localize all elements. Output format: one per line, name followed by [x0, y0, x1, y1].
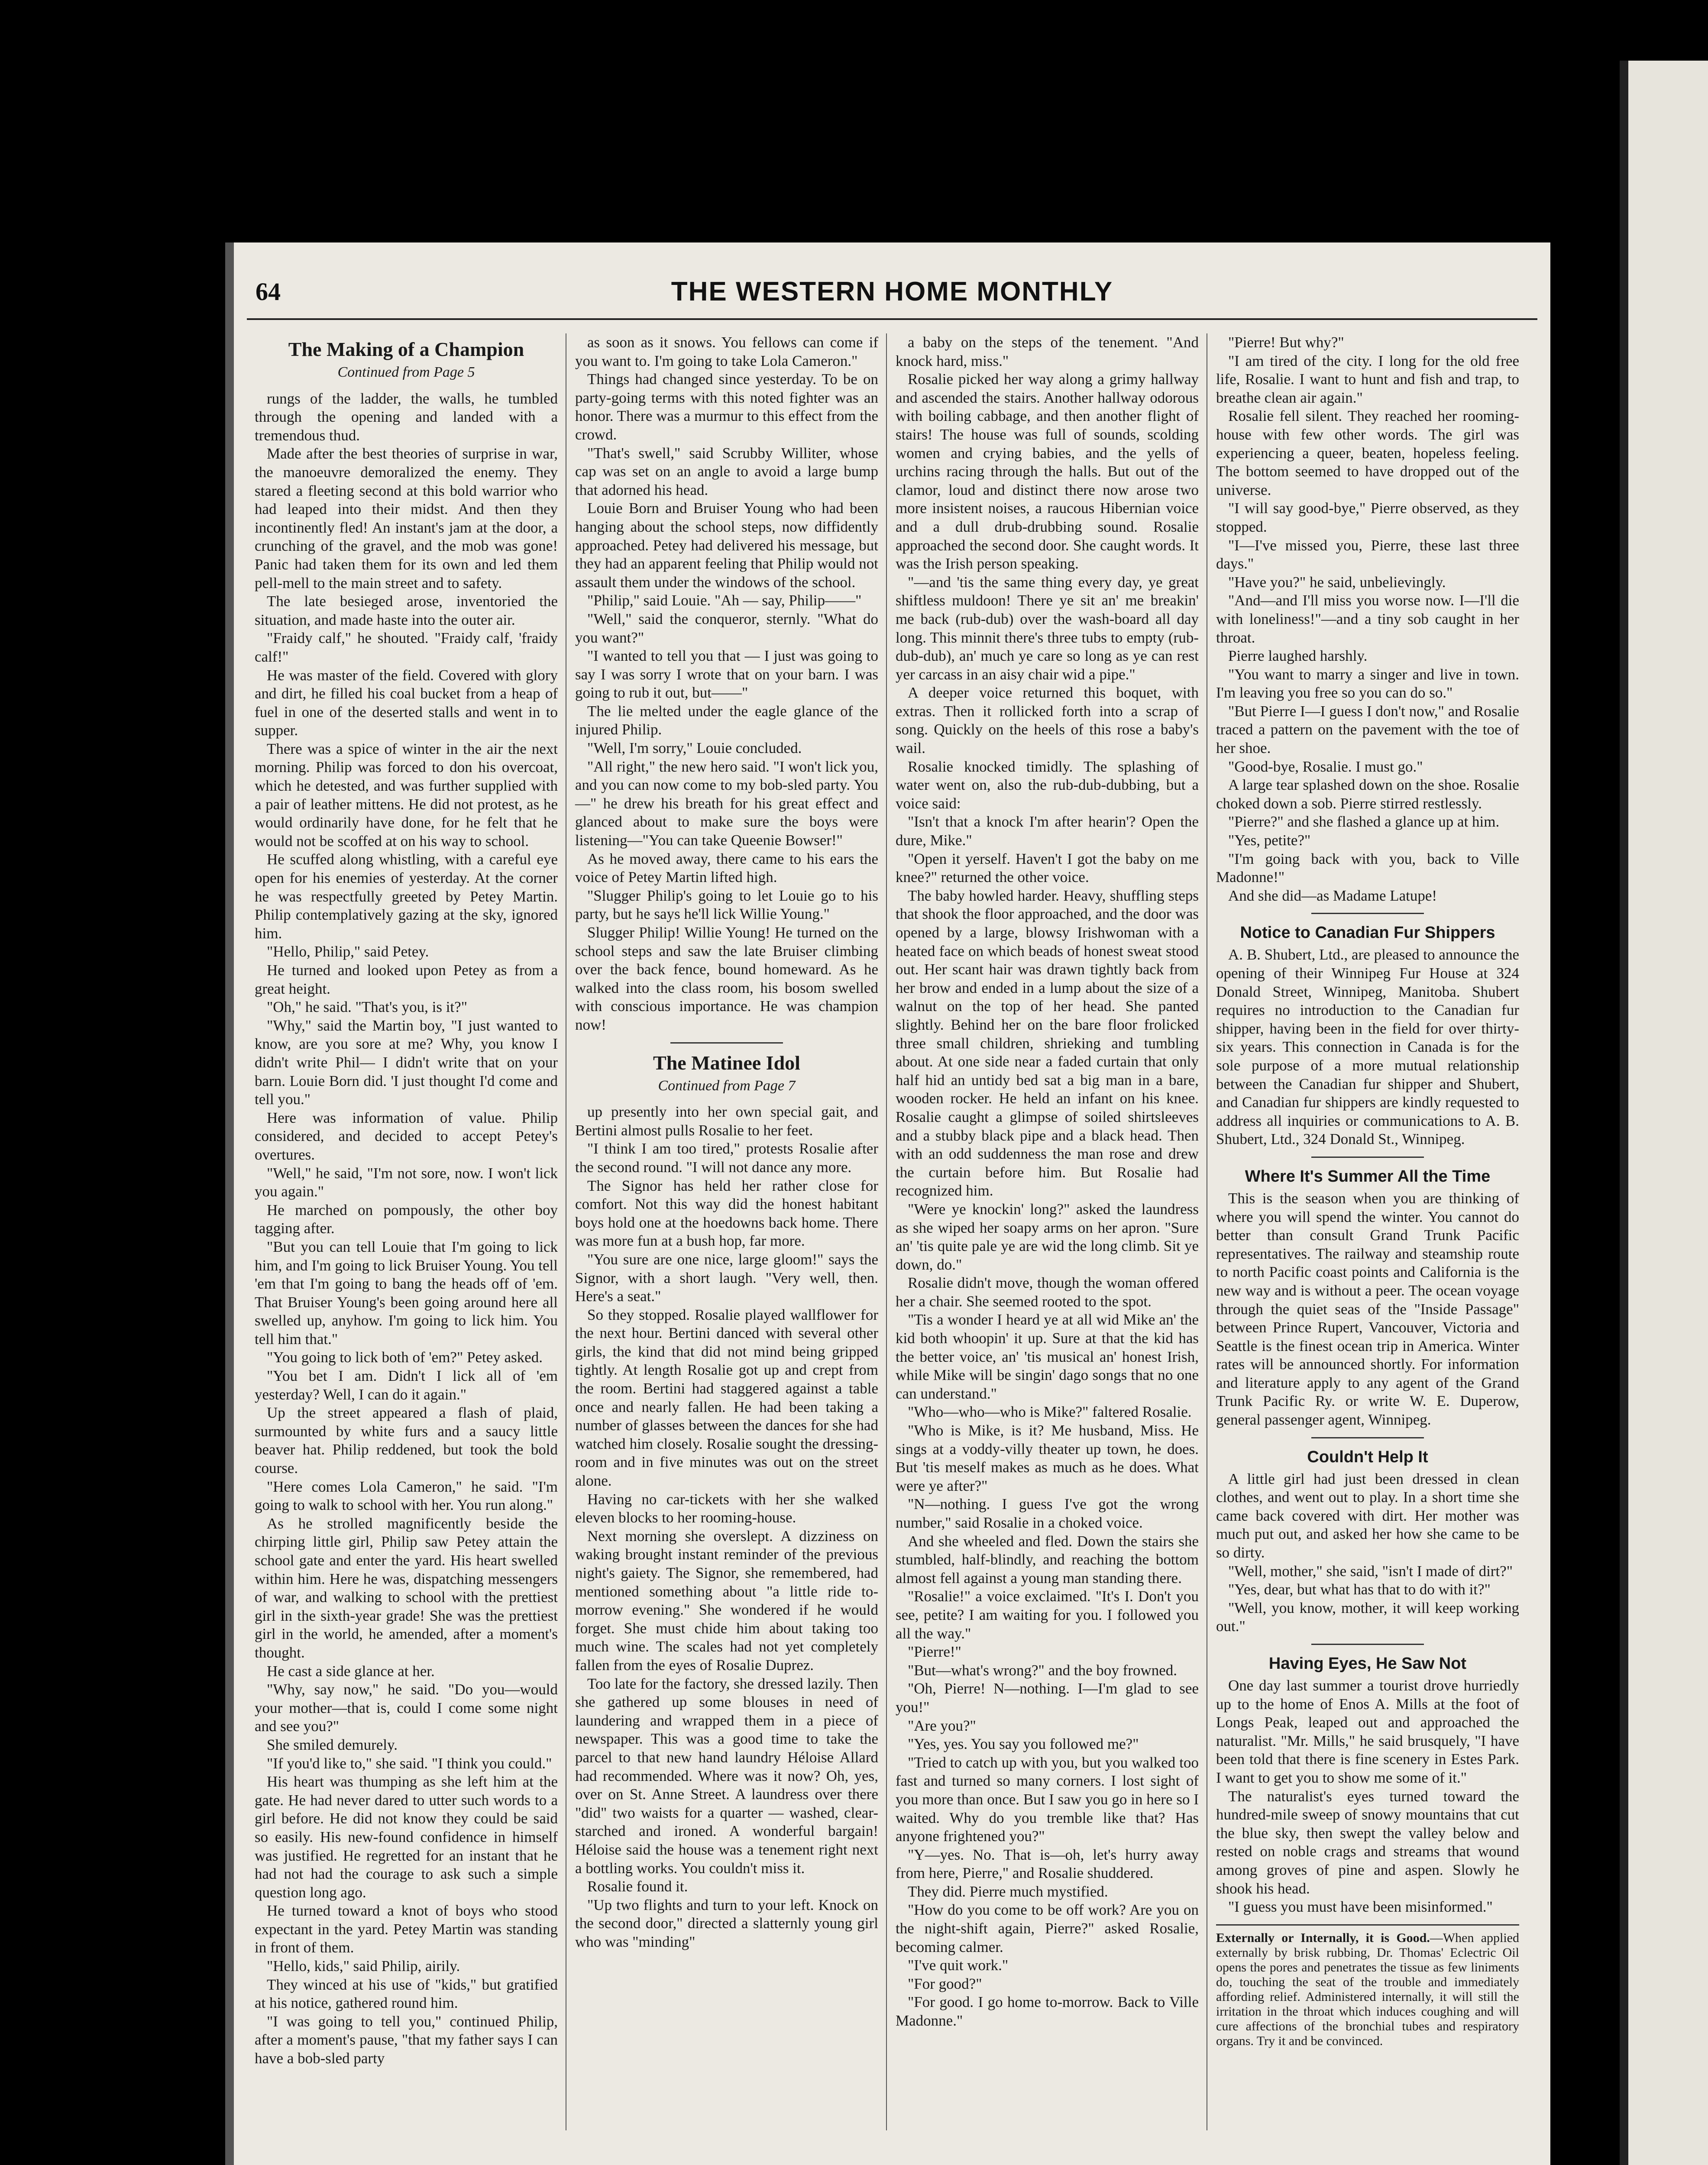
paragraph: "Oh, Pierre! N—nothing. I—I'm glad to see you!"	[896, 1680, 1199, 1716]
paragraph: "Tis a wonder I heard ye at all wid Mike an' the kid both whoopin' it up. Sure at that the kid has the better voice, an' 'tis musical an' honest Irish, while Mike will be singin' dago songs that no one can understand."	[896, 1311, 1199, 1402]
paragraph: They did. Pierre much mystified.	[908, 1883, 1108, 1900]
paragraph: "Open it yerself. Haven't I got the baby on me knee?" returned the other voice.	[896, 850, 1199, 886]
section-body	[1216, 1677, 1519, 1916]
paragraph: "For good?"	[908, 1975, 982, 1992]
paragraph: He was master of the field. Covered with glory and dirt, he filled his coal bucket from a heap of fuel in one of the deserted stalls and went in to supper.	[255, 666, 558, 739]
paragraph: The Signor has held her rather close for comfort. Not this way did the honest habitant boys hold one at the hoedowns back home. There was more fun at a bush hop, far more.	[575, 1177, 878, 1250]
paragraph: Louie Born and Bruiser Young who had been hanging about the school steps, now diffidently approached. Petey had delivered his message, but they had an apparent feeling that Philip would not assault them under the windows of the school.	[575, 500, 878, 591]
paragraph: "You going to lick both of 'em?" Petey asked.	[267, 1349, 543, 1366]
paragraph: "Well, you know, mother, it will keep working out."	[1216, 1599, 1519, 1635]
section-title: Notice to Canadian Fur Shippers	[1240, 924, 1495, 942]
article-body	[575, 1103, 878, 1951]
separator	[1311, 913, 1424, 914]
paragraph: A large tear splashed down on the shoe. Rosalie choked down a sob. Pierre stirred restlessly.	[1216, 776, 1519, 812]
paragraph: Having no car-tickets with her she walked eleven blocks to her rooming-house.	[575, 1490, 878, 1526]
article-title: The Making of a Champion	[288, 338, 524, 360]
paragraph: "Who—who—who is Mike?" faltered Rosalie.	[908, 1403, 1192, 1421]
masthead: THE WESTERN HOME MONTHLY	[671, 277, 1113, 307]
paragraph: "You want to marry a singer and live in town. I'm leaving you free so you can do so."	[1216, 666, 1519, 701]
paragraph: Up the street appeared a flash of plaid, surmounted by white furs and a saucy little beaver hat. Philip reddened, but took the bold course.	[255, 1404, 558, 1477]
paragraph: "Rosalie!" a voice exclaimed. "It's I. Don't you see, petite? I am waiting for you. I followed you all the way."	[896, 1588, 1199, 1642]
paragraph: "Are you?"	[908, 1717, 976, 1734]
paragraph: "I was going to tell you," continued Philip, after a moment's pause, "that my father says I can have a bob-sled party	[255, 2013, 558, 2067]
continued-note: Continued from Page 5	[337, 364, 475, 380]
paragraph: He turned and looked upon Petey as from a great height.	[255, 962, 558, 997]
paragraph: "Well, I'm sorry," Louie concluded.	[587, 740, 802, 757]
paragraph: rungs of the ladder, the walls, he tumbled through the opening and landed with a tremendous thud.	[255, 390, 558, 444]
paragraph: Next morning she overslept. A dizziness on waking brought instant reminder of the previous night's gaiety. The Signor, she remembered, had mentioned something about "a little ride to-morrow evening." She wondered if he would forget. She must chide him about taking too much wine. The scales had not yet completely fallen from the eyes of Rosalie Duprez.	[575, 1527, 878, 1674]
paragraph: Pierre laughed harshly.	[1228, 647, 1368, 665]
section-title: Having Eyes, He Saw Not	[1268, 1654, 1467, 1673]
paragraph: "Yes, yes. You say you followed me?"	[908, 1735, 1139, 1753]
paragraph: "Good-bye, Rosalie. I must go."	[1228, 758, 1423, 775]
ad-lead: Externally or Internally, it is Good.	[1216, 1930, 1430, 1945]
paragraph: Made after the best theories of surprise in war, the manoeuvre demoralized the enemy. They stared a fleeting second at this bold warrior who had leaped into their midst. And then they incontinently fled! An instant's jam at the door, a crunching of the gravel, and the mob was gone! Panic had taken them for its own and led them pell-mell to the main street and to safety.	[255, 445, 558, 591]
paragraph: A little girl had just been dressed in clean clothes, and went out to play. In a short time she came back covered with dirt. Her mother was much put out, and asked her how she came to be so dirty.	[1216, 1470, 1519, 1561]
paragraph: "I wanted to tell you that — I just was going to say I was sorry I wrote that on your barn. I was going to rub it out, but——"	[575, 647, 878, 701]
paragraph: He marched on pompously, the other boy tagging after.	[255, 1201, 558, 1237]
paragraph: "You sure are one nice, large gloom!" says the Signor, with a short laugh. "Very well, then. Here's a seat."	[575, 1251, 878, 1305]
section-title: Where It's Summer All the Time	[1245, 1167, 1491, 1186]
paragraph: "How do you come to be off work? Are you on the night-shift again, Pierre?" asked Rosalie, becoming calmer.	[896, 1901, 1199, 1955]
paragraph: "Why, say now," he said. "Do you—would your mother—that is, could I come some night and see you?"	[255, 1681, 558, 1735]
paragraph: He turned toward a knot of boys who stood expectant in the yard. Petey Martin was standing in front of them.	[255, 1902, 558, 1956]
paragraph: Things had changed since yesterday. To be on party-going terms with this noted fighter was an honor. There was a murmur to this effect from the crowd.	[575, 371, 878, 443]
section-title: Couldn't Help It	[1307, 1448, 1428, 1466]
paragraph: "N—nothing. I guess I've got the wrong number," said Rosalie in a choked voice.	[896, 1496, 1199, 1531]
paragraph: His heart was thumping as she left him at the gate. He had never dared to utter such words to a girl before. He did not know they could be said so easily. His new-found confidence in himself was justified. He regretted for an instant that he had not had the courage to ask such a simple question long ago.	[255, 1773, 558, 1901]
paragraph: "If you'd like to," she said. "I think you could."	[267, 1755, 552, 1772]
paragraph: Here was information of value. Philip considered, and decided to accept Petey's overtures.	[255, 1109, 558, 1163]
paragraph: "Were ye knockin' long?" asked the laundress as she wiped her soapy arms on her apron. "Sure an' 'tis quite pale ye are wid the long climb. Sit ye down, do."	[896, 1200, 1199, 1273]
paragraph: "Well," said the conqueror, sternly. "What do you want?"	[575, 610, 878, 646]
paragraph: The baby howled harder. Heavy, shuffling steps that shook the floor approached, and the door was opened by a large, blowsy Irishwoman with a heated face on which beads of honest sweat stood out. Her scant hair was drawn tightly back from her brow and ended in a lump about the size of a walnut on the top of her head. She panted slightly. Behind her on the bare floor frolicked three small children, shrieking and tumbling about. At one side near a faded curtain that only half hid an untidy bed sat a big man in a bare, wooden rocker. He held an infant on his knee. Rosalie caught a glimpse of soiled shirtsleeves and a stubby black pipe and a black head. Then with an odd suddenness the man rose and drew the curtain before him. But Rosalie had recognized him.	[896, 887, 1199, 1199]
paragraph: He scuffed along whistling, with a careful eye open for his enemies of yesterday. At the corner he was respectfully greeted by Petey Martin. Philip contemplatively gazing at the sky, ignored him.	[255, 851, 558, 942]
paragraph: One day last summer a tourist drove hurriedly up to the home of Enos A. Mills at the foot of Longs Peak, leaped out and approached the naturalist. "Mr. Mills," he said brusquely, "I have been told that there is fine scenery in Estes Park. I want to get you to show me some of it."	[1216, 1677, 1519, 1786]
separator	[1311, 1644, 1424, 1645]
paragraph: up presently into her own special gait, and Bertini almost pulls Rosalie to her feet.	[575, 1103, 878, 1139]
paragraph: And she did—as Madame Latupe!	[1228, 887, 1437, 904]
separator	[1311, 1437, 1424, 1438]
paragraph: "Yes, petite?"	[1228, 832, 1311, 849]
paragraph: This is the season when you are thinking of where you will spend the winter. You cannot do better than consult Grand Trunk Pacific representatives. The railway and steamship route to north Pacific coast points and California is the new way and is without a peer. The ocean voyage through the quiet seas of the "Inside Passage" between Prince Rupert, Vancouver, Victoria and Seattle is the finest ocean trip in America. Winter rates will be announced shortly. For information and literature apply to any agent of the Grand Trunk Pacific Ry. or write W. E. Duperow, general passenger agent, Winnipeg.	[1216, 1189, 1519, 1428]
paragraph: Slugger Philip! Willie Young! He turned on the school steps and saw the late Bruiser climbing over the back fence, bound homeward. As he walked into the class room, his bosom swelled with conscious importance. He was champion now!	[575, 924, 878, 1033]
separator	[670, 1042, 783, 1044]
paragraph: "For good. I go home to-morrow. Back to Ville Madonne."	[896, 1994, 1199, 2029]
article-body	[575, 333, 878, 1034]
paragraph: a baby on the steps of the tenement. "And knock hard, miss."	[896, 334, 1199, 369]
paragraph: And she wheeled and fled. Down the stairs she stumbled, half-blindly, and reaching the bottom almost fell against a young man standing there.	[896, 1532, 1199, 1587]
paragraph: "Pierre! But why?"	[1228, 334, 1344, 351]
paragraph: A deeper voice returned this boquet, with extras. Then it rollicked forth into a scrap of song. Quickly on the heels of this rose a baby's wail.	[896, 684, 1199, 757]
column-3	[896, 333, 1199, 2030]
paragraph: "Here comes Lola Cameron," he said. "I'm going to walk to school with her. You run along."	[255, 1478, 558, 1514]
paragraph: "I am tired of the city. I long for the old free life, Rosalie. I want to hunt and fish and trap, to breathe clean air again."	[1216, 352, 1519, 406]
column-4	[1216, 333, 1519, 2049]
paragraph: They winced at his use of "kids," but gratified at his notice, gathered round him.	[255, 1976, 558, 2012]
paragraph: "Who is Mike, is it? Me husband, Miss. He sings at a voddy-villy theater up town, he does. But 'tis meself makes as much as he does. What were ye after?"	[896, 1422, 1199, 1494]
section-body	[1216, 1189, 1519, 1429]
paragraph: "Pierre?" and she flashed a glance up at him.	[1228, 813, 1500, 830]
paragraph: "Philip," said Louie. "Ah — say, Philip——"	[587, 592, 862, 609]
paragraph: "Slugger Philip's going to let Louie go to his party, but he says he'll lick Willie Young."	[575, 887, 878, 923]
paragraph: Too late for the factory, she dressed lazily. Then she gathered up some blouses in need of laundering and wrapped them in a piece of newspaper. This was a good time to take the parcel to that new hand laundry Héloise Allard had recommended. Where was it now? Oh, yes, over on St. Anne Street. A laundress over there "did" two waists for a quarter — washed, clear-starched and ironed. A wonderful bargain! Héloise said the house was a tenement right next a bottling works. You couldn't miss it.	[575, 1675, 878, 1877]
paragraph: "Yes, dear, but what has that to do with it?"	[1228, 1581, 1491, 1598]
paragraph: "Hello, kids," said Philip, airily.	[267, 1958, 460, 1975]
paragraph: "But Pierre I—I guess I don't now," and Rosalie traced a pattern on the pavement with the toe of her shoe.	[1216, 702, 1519, 757]
paragraph: "Fraidy calf," he shouted. "Fraidy calf, 'fraidy calf!"	[255, 630, 558, 665]
paragraph: "Tried to catch up with you, but you walked too fast and turned so many corners. I lost sight of you more than once. But I saw you go in here so I waited. Why do you tremble like that? Has anyone frightened you?"	[896, 1754, 1199, 1845]
paragraph: "You bet I am. Didn't I lick all of 'em yesterday? Well, I can do it again."	[255, 1367, 558, 1403]
paragraph: "Well, mother," she said, "isn't I made of dirt?"	[1228, 1562, 1513, 1580]
paragraph: "I will say good-bye," Pierre observed, as they stopped.	[1216, 500, 1519, 535]
column-1	[255, 333, 558, 2068]
section-body	[1216, 1470, 1519, 1636]
paragraph: The late besieged arose, inventoried the situation, and made haste into the outer air.	[255, 593, 558, 628]
paragraph: So they stopped. Rosalie played wallflower for the next hour. Bertini danced with several other girls, the kind that did not mind being gripped tightly. At length Rosalie got up and crept from the room. Bertini had staggered against a table once and nearly fallen. He had been taking a number of glasses between the dances for she had watched him closely. Rosalie sought the dressing-room and in five minutes was out on the street alone.	[575, 1306, 878, 1490]
paragraph: "Pierre!"	[908, 1643, 961, 1661]
advertisement	[1216, 1924, 1519, 2049]
paragraph: as soon as it snows. You fellows can come if you want to. I'm going to take Lola Cameron."	[575, 334, 878, 369]
paragraph: He cast a side glance at her.	[267, 1662, 435, 1680]
paragraph: A. B. Shubert, Ltd., are pleased to announce the opening of their Winnipeg Fur House at 324 Donald Street, Winnipeg, Manitoba. Shubert requires no introduction to the Canadian fur shipper, having been in the field for over thirty-six years. This connection in Canada is for the sole purpose of a more mutual relationship between the Canadian fur shipper and Shubert, and Canadian fur shippers are kindly requested to address all inquiries or communications to A. B. Shubert, Ltd., 324 Donald St., Winnipeg.	[1216, 946, 1519, 1148]
paragraph: "Have you?" he said, unbelievingly.	[1228, 573, 1446, 591]
paragraph: "I've quit work."	[908, 1957, 1009, 1974]
paragraph: Rosalie knocked timidly. The splashing of water went on, also the rub-dub-dubbing, but a voice said:	[896, 758, 1199, 812]
paragraph: There was a spice of winter in the air the next morning. Philip was forced to don his overcoat, which he detested, and was further supplied with a pair of leather mittens. He did not protest, as he would ordinarily have done, for he felt that he would not be scoffed at on his way to school.	[255, 740, 558, 850]
newspaper-page	[234, 242, 1550, 2165]
paragraph: The lie melted under the eagle glance of the injured Philip.	[575, 702, 878, 738]
paragraph: "Y—yes. No. That is—oh, let's hurry away from here, Pierre," and Rosalie shuddered.	[896, 1846, 1199, 1882]
paragraph: As he strolled magnificently beside the chirping little girl, Philip saw Petey attain the school gate and enter the yard. His heart swelled within him. Here he was, dispatching messengers of war, and walking to school with the prettiest girl in the sixth-year grade! She was the prettiest girl in the world, he amended, after a moment's thought.	[255, 1515, 558, 1661]
column-2	[575, 333, 878, 1951]
paragraph: "But you can tell Louie that I'm going to lick him, and I'm going to lick Bruiser Young. You tell 'em that I'm going to bang the heads off of 'em. That Bruiser Young's been going around here all swelled up, anyhow. I'm going to lick him. You tell him that."	[255, 1238, 558, 1347]
paragraph: "I'm going back with you, back to Ville Madonne!"	[1216, 850, 1519, 886]
paragraph: Rosalie didn't move, though the woman offered her a chair. She seemed rooted to the spot.	[896, 1274, 1199, 1310]
article-body	[255, 390, 558, 2068]
paragraph: "And—and I'll miss you worse now. I—I'll die with loneliness!"—and a tiny sob caught in her throat.	[1216, 592, 1519, 646]
paragraph: Rosalie fell silent. They reached her rooming-house with few other words. The girl was experiencing a queer, beaten, hopeless feeling. The bottom seemed to have dropped out of the universe.	[1216, 407, 1519, 498]
paragraph: Rosalie found it.	[587, 1878, 688, 1895]
paragraph: Rosalie picked her way along a grimy hallway and ascended the stairs. Another hallway odorous with boiling cabbage, and then another flight of stairs! The house was full of sounds, scolding women and crying babies, and the yells of urchins racing through the halls. But out of the clamor, loud and distinct there now arose two more insistent noises, a raucous Hibernian voice and a dull drub-drubbing sound. Rosalie approached the second door. She caught words. It was the Irish person speaking.	[896, 371, 1199, 572]
paragraph: "Why," said the Martin boy, "I just wanted to know, are you sore at me? Why, you know I didn't write Phil— I didn't write that on your barn. Louie Born did. 'I just thought I'd come and tell you."	[255, 1017, 558, 1108]
page-number: 64	[256, 278, 281, 306]
page-header	[234, 277, 1550, 316]
paragraph: "I guess you must have been misinformed."	[1228, 1898, 1493, 1916]
header-rule	[247, 318, 1537, 320]
continued-note: Continued from Page 7	[658, 1077, 796, 1094]
article-title: The Matinee Idol	[653, 1051, 800, 1074]
paragraph: "I—I've missed you, Pierre, these last three days."	[1216, 536, 1519, 572]
paragraph: The naturalist's eyes turned toward the hundred-mile sweep of snowy mountains that cut the blue sky, then swept the valley below and rested on noble crags and streams that wound among groves of pine and aspen. Slowly he shook his head.	[1216, 1787, 1519, 1897]
paragraph: "Oh," he said. "That's you, is it?"	[267, 998, 467, 1016]
article-body	[1216, 333, 1519, 905]
paragraph: "That's swell," said Scrubby Williter, whose cap was set on an angle to avoid a large bump that adorned his head.	[575, 444, 878, 498]
paragraph: "Isn't that a knock I'm after hearin'? Open the dure, Mike."	[896, 813, 1199, 849]
article-body	[896, 333, 1199, 2030]
paragraph: "I think I am too tired," protests Rosalie after the second round. "I will not dance any more.	[575, 1140, 878, 1176]
paragraph: "All right," the new hero said. "I won't lick you, and you can now come to my bob-sled party. You—" he drew his breath for his great effect and glanced about to make sure the boys were listening—"You can take Queenie Bowser!"	[575, 758, 878, 849]
paragraph: "But—what's wrong?" and the boy frowned.	[908, 1661, 1177, 1679]
section-body	[1216, 946, 1519, 1149]
separator	[1311, 1157, 1424, 1158]
paragraph: "Hello, Philip," said Petey.	[267, 943, 429, 960]
paragraph: She smiled demurely.	[267, 1736, 398, 1753]
paragraph: As he moved away, there came to his ears the voice of Petey Martin lifted high.	[575, 850, 878, 886]
ad-text: —When applied externally by brisk rubbing, Dr. Thomas' Eclectric Oil opens the pores and penetrates the tissue as few liniments do, touching the seat of the trouble and immediately affording relief. Administered internally, it will still the irritation in the throat which induces coughing and will cure affections of the bronchial tubes and respiratory organs. Try it and be convinced.	[1216, 1930, 1520, 2048]
paragraph: "Well," he said, "I'm not sore, now. I won't lick you again."	[255, 1164, 558, 1200]
paragraph: "—and 'tis the same thing every day, ye great shiftless muldoon! There ye sit an' me breakin' me back (rub-dub) over the wash-board all day long. This minnit there's three tubs to empty (rub-dub-dub), an' much ye care so long as ye can rest yer carcass in an aisy chair wid a pipe."	[896, 573, 1199, 683]
paragraph: "Up two flights and turn to your left. Knock on the second door," directed a slatternly young girl who was "minding"	[575, 1896, 878, 1950]
column-divider	[886, 333, 887, 2130]
facing-page	[1628, 61, 1708, 2165]
